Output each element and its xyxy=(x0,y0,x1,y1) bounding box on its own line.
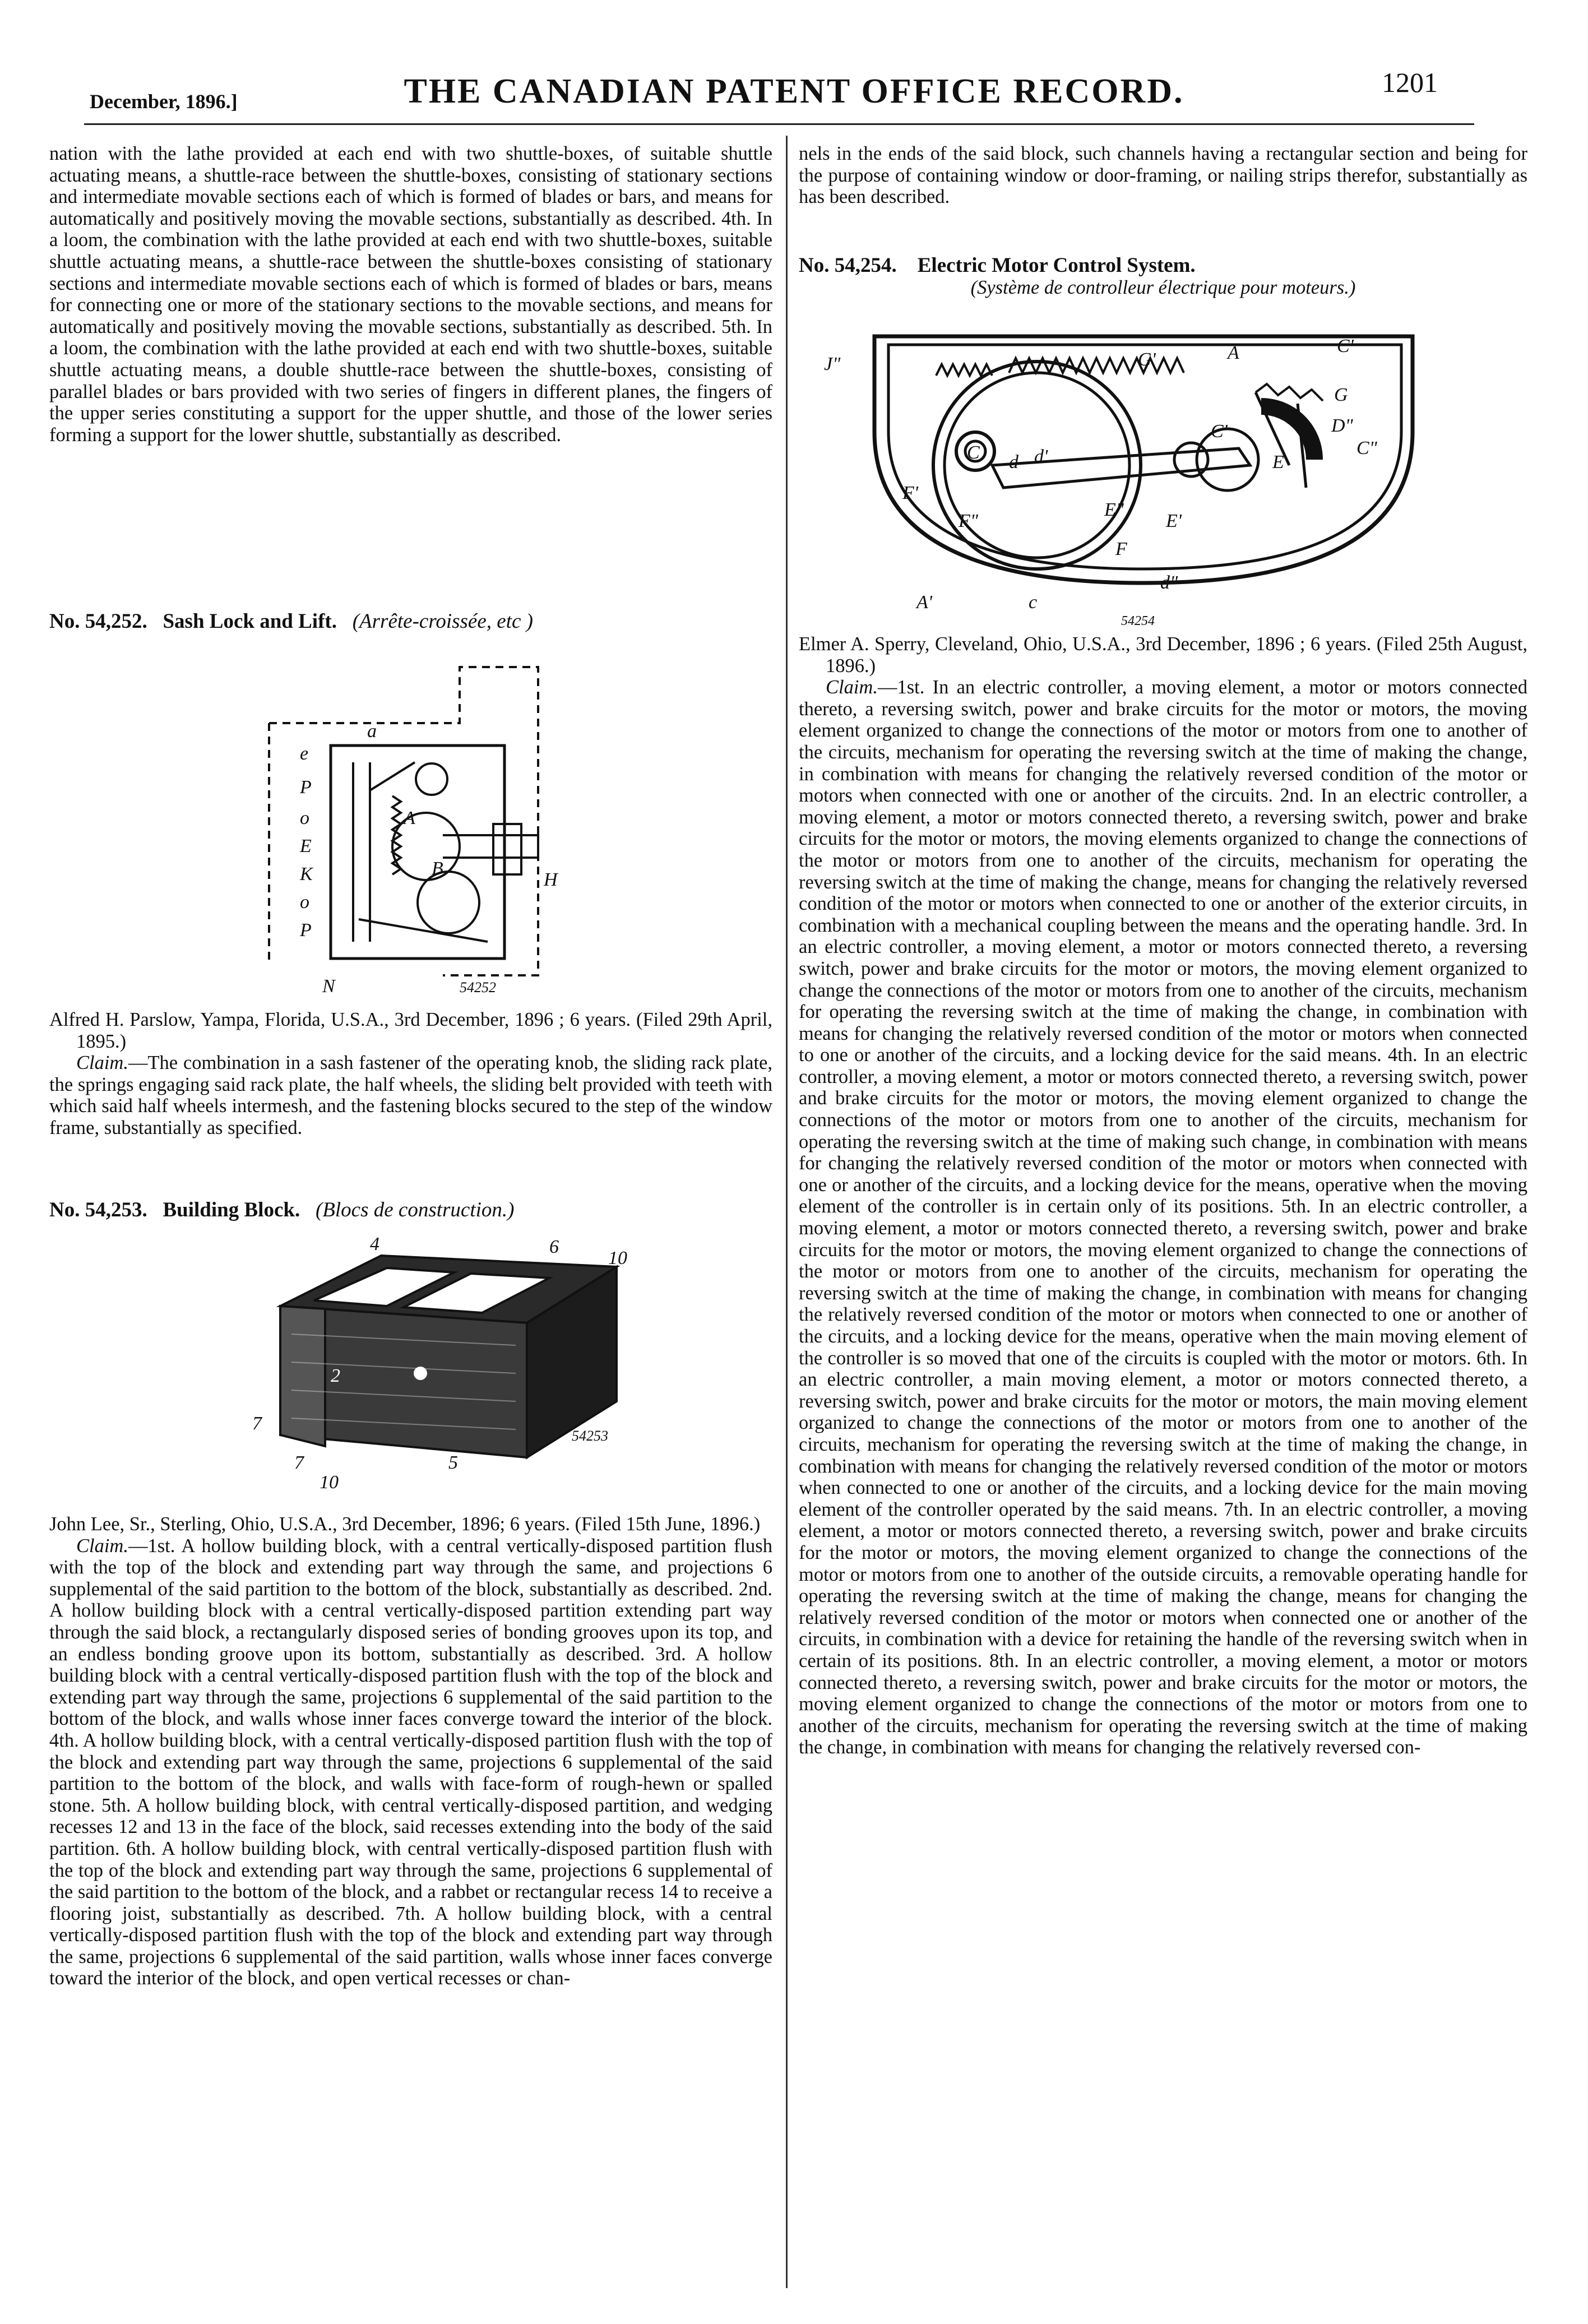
figure-label: 5 xyxy=(448,1452,458,1473)
claim-label: Claim. xyxy=(826,677,878,698)
figure-label: B xyxy=(432,858,443,879)
figure-label: C' xyxy=(1211,421,1228,442)
entry-french-title: (Arrête-croissée, etc ) xyxy=(352,610,533,633)
building-block-drawing xyxy=(235,1233,661,1497)
continuation-paragraph: nation with the lathe provided at each end with two shuttle-boxes, of suitable shuttle actuating means, a shuttle-race between the shuttle-boxes, consisting of stationary sections and intermediate movable sections each of which is formed of blades or bars, and means for automatically and positively moving the movable sections, substantially as described. 4th. In a loom, the combination with the lathe provided at each end with two shuttle-boxes, suitable shuttle actuating means, a shuttle-race between the shuttle-boxes consisting of stationary sections and intermediate movable sections each of which is formed of blades or bars, means for connecting one or more of the stationary sections to the movable sections, and means for automatically and positively moving the movable sections, substantially as described. 5th. In a loom, the combination with the lathe provided at each end with two shuttle-boxes, suitable shuttle actuating means, a double shuttle-race between the shuttle-boxes, consisting of parallel blades or bars provided with two series of fingers in different planes, the fingers of the upper series constituting a support for the upper shuttle, and those of the lower series forming a support for the lower shuttle, substantially as described. xyxy=(49,143,772,446)
figure-label: P xyxy=(300,777,312,798)
column-divider xyxy=(786,136,788,2288)
entry-54252-heading xyxy=(49,611,772,633)
figure-label: G' xyxy=(1138,349,1156,370)
page-title: THE CANADIAN PATENT OFFICE RECORD. xyxy=(404,72,1184,110)
figure-label: e xyxy=(300,743,309,764)
entry-title: Electric Motor Control System. xyxy=(917,254,1196,277)
figure-label: C' xyxy=(1337,336,1354,357)
entry-number: No. 54,253. xyxy=(49,1198,147,1221)
sash-lock-drawing xyxy=(247,650,583,998)
figure-label: G xyxy=(1334,385,1348,405)
claim-text: —The combination in a sash fastener of the operating knob, the sliding rack plate, the springs engaging said rack plate, the half wheels, the sliding belt provided with teeth with which said half wheels intermesh, and the fastening blocks secured to the step of the window frame, substantially as specified. xyxy=(49,1052,772,1138)
figure-label: 7 xyxy=(294,1452,304,1473)
figure-label: H xyxy=(544,869,558,890)
figure-sash-lock xyxy=(247,650,583,998)
inventor-line: Elmer A. Sperry, Cleveland, Ohio, U.S.A., 3rd December, 1896 ; 6 years. (Filed 25th August, 1896.) xyxy=(799,633,1527,677)
figure-label: a xyxy=(367,721,377,742)
figure-building-block xyxy=(235,1233,661,1497)
inventor-line: John Lee, Sr., Sterling, Ohio, U.S.A., 3rd December, 1896; 6 years. (Filed 15th June, 1896.) xyxy=(49,1513,761,1535)
figure-number: 54254 xyxy=(1121,614,1155,628)
figure-label: P xyxy=(300,920,312,941)
figure-label: C" xyxy=(1356,438,1377,459)
figure-label: F xyxy=(1115,539,1127,559)
figure-label: d" xyxy=(1160,572,1178,593)
figure-label: F" xyxy=(959,511,979,531)
claim-text: —1st. In an electric controller, a moving element, a motor or motors connected thereto, a reversing switch, power and brake circuits for the motor or motors, the moving element organized to change the connections of the motor or motors from one to another of the circuits, mechanism for operating the reversing switch at the time of making the change, in combination with means for changing the relatively reversed condition of the motor or motors when connected with one or another of the circuits. 2nd. In an electric controller, a moving element, a motor or motors connected thereto, a reversing switch, power and brake circuits for the motor or motors, the moving elements organized to change the connections of the motor or motors from one to another of the circuits, mechanism for operating the reversing switch at the time of making the change, means for changing the relatively reversed condition of the motor or motors when connected to one or another of the exterior circuits, in combination with a mechanical coupling between the means and the operating handle. 3rd. In an electric controller, a moving element, a motor or motors connected thereto, a reversing switch, power and brake circuits for the motor or motors, the moving element organized to change the connections of the motor or motors from one to another of the circuits, mechanism for operating the reversing switch at the time of making the change, in combination with means for changing the relatively reversed condition of the motor or motors when connected to one or another of the circuits, and a locking device for the said means. 4th. In an electric controller, a moving element, a motor or motors connected thereto, a reversing switch, power and brake circuits for the motor or motors, the moving element organized to change the connections of the motor or motors from one to another of the circuits, mechanism for operating the reversing switch at the time of making such change, in combination with means for changing the relatively reversed condition of the motor or motors when connected with one or another of the circuits, and a locking device for the means, operative when the moving element of the controller is in certain only of its positions. 5th. In an electric controller, a moving element, a motor or motors connected thereto, a reversing switch, power and brake circuits for the motor or motors, the moving element organized to change the connections of the motor or motors from one to another of the circuits, mechanism for operating the reversing switch at the time of making the change, in combination with means for changing the relatively reversed condition of the motor or motors when connected to one or another of the circuits, and a locking device for the means, operative when the main moving element of the controller is so moved that one of the circuits is coupled with the motor or motors. 6th. In an electric controller, a main moving element, a motor or motors connected thereto, a reversing switch, power and brake circuits for the motor or motors, the main moving element organized to change the connections of the motor or motors from one to another of the circuits, mechanism for operating the reversing switch at the time of making the change, in combination with means for changing the relatively reversed condition of the motor or motors when connected to one or another of the circuits, and a locking device for the main moving element of the controller operated by the said means. 7th. In an electric controller, a moving element, a motor or motors connected thereto, a reversing switch, power and brake circuits for the motor or motors, the moving element organized to change the connections of the motor or motors from one to another of the outside circuits, a removable operating handle for operating the reversing switch at the time of making the change, means for changing the relatively reversed condition of the motor or motors when connected one or another of the circuits, in combination with a device for retaining the handle of the reversing switch when in certain of its positions. 8th. In an electric controller, a moving element, a motor or motors connected thereto, a reversing switch, power and brake circuits for the motor or motors, the moving element organized to change the connections of the motor or motors from one to another of the circuits, mechanism for operating the reversing switch at the time of making the change, in combination with means for changing the relatively reversed con- xyxy=(799,677,1527,1758)
figure-label: E' xyxy=(1166,511,1182,531)
figure-label: A' xyxy=(916,592,933,613)
figure-label: o xyxy=(300,808,309,828)
figure-label: A xyxy=(404,808,415,828)
figure-label: E" xyxy=(1104,499,1124,520)
continuation-paragraph: nels in the ends of the said block, such channels having a rectangular section and being for the purpose of containing window or door-framing, or nailing strips therefor, substantially as has been described. xyxy=(799,143,1527,208)
figure-label: C xyxy=(967,442,980,463)
figure-label: J" xyxy=(824,354,841,374)
entry-54253-heading xyxy=(49,1200,772,1221)
figure-motor-controller xyxy=(824,320,1480,633)
figure-label: 10 xyxy=(608,1248,627,1269)
figure-label: 10 xyxy=(320,1472,339,1493)
figure-label: d xyxy=(1009,452,1018,473)
entry-title: Sash Lock and Lift. xyxy=(163,610,337,633)
figure-number: 54253 xyxy=(572,1428,608,1444)
entry-french-title: (Blocs de construction.) xyxy=(315,1198,515,1221)
figure-label: 4 xyxy=(370,1234,379,1254)
right-continuation xyxy=(799,143,1527,208)
claim-label: Claim. xyxy=(76,1535,128,1557)
entry-number: No. 54,254. xyxy=(799,254,897,277)
figure-number: 54252 xyxy=(460,979,496,996)
figure-label: E xyxy=(1272,452,1284,473)
figure-label: c xyxy=(1029,592,1038,613)
header-date: December, 1896.] xyxy=(90,90,238,113)
claim-label: Claim. xyxy=(76,1052,128,1074)
entry-54253-body xyxy=(49,1513,772,1989)
page-number: 1201 xyxy=(1382,67,1438,98)
header-rule xyxy=(84,123,1474,125)
claim-text: —1st. A hollow building block, with a central vertically-disposed partition flush with the top of the block and extending part way through the same, and projections 6 supplemental of the said partition to the bottom of the block, substantially as described. 2nd. A hollow building block with a central vertically-disposed partition extending part way through the said block, a rectangularly disposed series of bonding grooves upon its top, and an endless bonding groove upon its bottom, substantially as described. 3rd. A hollow building block with a central vertically-disposed partition flush with the top of the block and extending part way through the same, projections 6 supplemental of the said partition to the bottom of the block, and walls whose inner faces converge toward the interior of the block. 4th. A hollow building block, with a central vertically-disposed partition flush with the top of the block and extending part way through the same, projections 6 supplemental of the said partition to the bottom of the block, and walls with face-form of rough-hewn or spalled stone. 5th. A hollow building block, with central vertically-disposed partition, and wedging recesses 12 and 13 in the face of the block, said recesses extending into the body of the said partition. 6th. A hollow building block, with central vertically-disposed partition flush with the top of the block and extending part way through the same, projections 6 supplemental of the said partition to the bottom of the block, and a rabbet or rectangular recess 14 to receive a flooring joist, substantially as described. 7th. A hollow building block, with a central vertically-disposed partition flush with the top of the block and extending part way through the same, projections 6 supplemental of the said partition, walls whose inner faces converge toward the interior of the block, and open vertical recesses or chan- xyxy=(49,1535,772,1989)
figure-label: D" xyxy=(1331,415,1353,436)
inventor-line: Alfred H. Parslow, Yampa, Florida, U.S.A., 3rd December, 1896 ; 6 years. (Filed 29th April, 1895.) xyxy=(49,1009,772,1052)
figure-label: 7 xyxy=(252,1413,262,1434)
left-continuation xyxy=(49,143,772,446)
figure-label: A xyxy=(1228,342,1239,363)
figure-label: d' xyxy=(1034,446,1048,467)
figure-label: N xyxy=(322,976,335,997)
figure-label: F' xyxy=(902,483,919,503)
entry-54252-body xyxy=(49,1009,772,1139)
figure-label: E xyxy=(300,836,312,857)
figure-label: o xyxy=(300,892,309,913)
entry-54254-body xyxy=(799,633,1527,1758)
motor-controller-drawing xyxy=(824,320,1480,633)
entry-title: Building Block. xyxy=(163,1198,300,1221)
figure-label: 2 xyxy=(331,1365,340,1386)
figure-label: K xyxy=(300,864,313,885)
entry-french-title: (Système de controlleur électrique pour moteurs.) xyxy=(970,276,1356,298)
figure-label: 6 xyxy=(549,1237,559,1257)
entry-number: No. 54,252. xyxy=(49,610,147,633)
entry-54254-heading xyxy=(799,255,1527,298)
